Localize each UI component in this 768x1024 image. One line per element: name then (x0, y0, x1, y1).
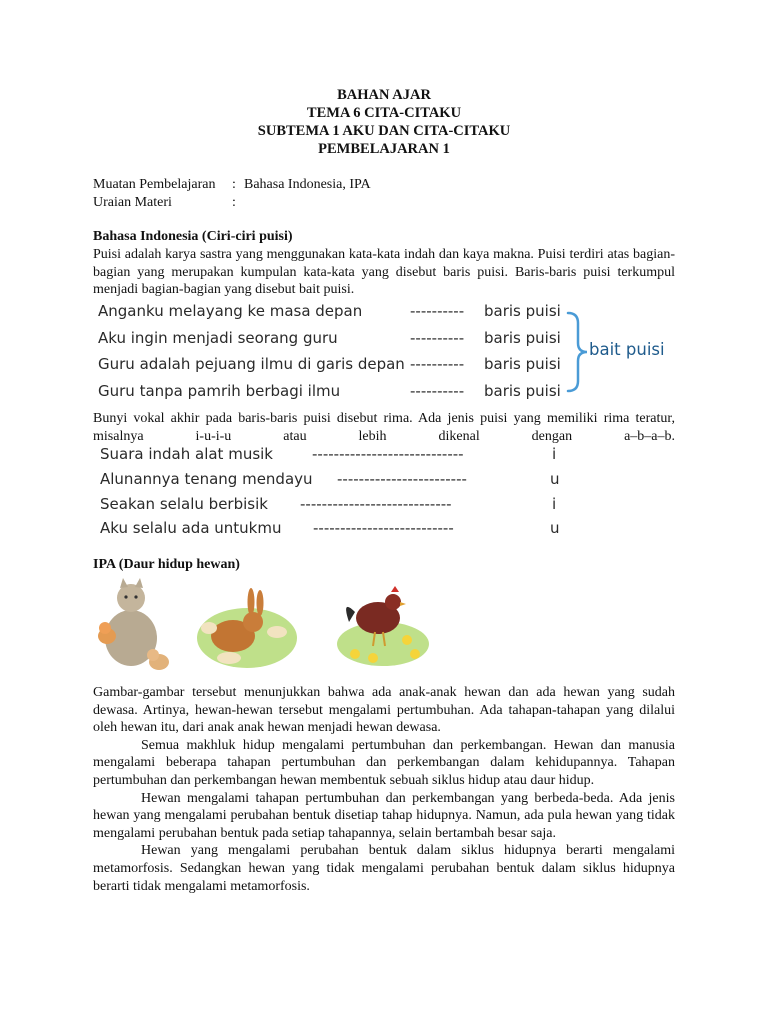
poem-tag: baris puisi (484, 355, 561, 373)
poem-dash: ---------------------------- (300, 495, 452, 513)
poem-line: Guru adalah pejuang ilmu di garis depan (98, 355, 405, 373)
poem-line: Aku selalu ada untukmu (100, 519, 282, 537)
poem-line: Alunannya tenang mendayu (100, 470, 313, 488)
title-tema: TEMA 6 CITA-CITAKU (306, 105, 462, 121)
poem-line: Anganku melayang ke masa depan (98, 302, 363, 320)
ipa-body (93, 684, 675, 895)
bahasa-paragraph-1: Puisi adalah karya sastra yang menggunakan kata-kata indah dan kaya makna. Puisi terdiri atas bagian-bagian yang merupakan kumpulan kata-kata yang disebut baris puisi. Baris-baris puisi terkumpul menjadi bagian-bagian yang disebut bait puisi. (93, 247, 675, 298)
meta-block (93, 176, 675, 212)
animal-illustrations (93, 578, 433, 674)
bait-puisi-label: bait puisi (589, 340, 665, 359)
meta-muatan-value: Bahasa Indonesia, IPA (244, 177, 371, 192)
poem-dash: ---------------------------- (312, 445, 464, 463)
poem-dash: ---------- (410, 355, 465, 373)
meta-uraian-label: Uraian Materi (93, 195, 172, 210)
bahasa-heading: Bahasa Indonesia (Ciri-ciri puisi) (93, 229, 293, 244)
poem-tag: baris puisi (484, 329, 561, 347)
poem-rima-tag: u (550, 470, 560, 488)
ipa-paragraph-1: Gambar-gambar tersebut menunjukkan bahwa ada anak-anak hewan dan ada hewan yang sudah dewasa. Artinya, hewan-hewan tersebut mengalami pertumbuhan. Ada tahapan-tahapan yang dilalui oleh hewan itu, dari anak anak hewan menjadi hewan dewasa. (93, 685, 675, 736)
ipa-heading-wrap (93, 556, 675, 574)
ipa-paragraph-4: Hewan yang mengalami perubahan bentuk dalam siklus hidupnya berarti mengalami metamorfosis. Sedangkan hewan yang tidak mengalami perubahan bentuk dalam siklus hidupnya berarti tidak mengalami metamorfosis. (93, 843, 675, 894)
meta-uraian-row (93, 194, 675, 212)
poem-line: Seakan selalu berbisik (100, 495, 268, 513)
title-subtema: SUBTEMA 1 AKU DAN CITA-CITAKU (257, 123, 511, 139)
poem-dash: ------------------------ (337, 470, 467, 488)
poem-line: Aku ingin menjadi seorang guru (98, 329, 338, 347)
poem-dash: ---------- (410, 302, 465, 320)
poem-line: Suara indah alat musik (100, 445, 273, 463)
ipa-paragraph-2: Semua makhluk hidup mengalami pertumbuhan dan perkembangan. Hewan dan manusia mengalami beberapa tahapan pertumbuhan dan perkembangan dalam kehidupannya. Tahapan pertumbuhan dan perkembangan hewan membentuk sebuah siklus hidup atau daur hidup. (93, 737, 675, 788)
poem-rima-tag: u (550, 519, 560, 537)
poem-rima-tag: i (552, 495, 557, 513)
meta-muatan-label: Muatan Pembelajaran (93, 177, 216, 192)
meta-colon: : (232, 177, 236, 192)
title-pembelajaran: PEMBELAJARAN 1 (318, 141, 450, 157)
poem-rima-tag: i (552, 445, 557, 463)
poem-dash: ---------- (410, 329, 465, 347)
rabbit-family-image (197, 588, 297, 668)
hen-family-image (337, 586, 429, 666)
ipa-heading: IPA (Daur hidup hewan) (93, 557, 240, 572)
poem-tag: baris puisi (484, 302, 561, 320)
document-body (93, 86, 675, 299)
meta-muatan-row (93, 176, 675, 194)
poem-dash: ---------- (410, 382, 465, 400)
meta-colon: : (232, 195, 236, 210)
ipa-paragraph-3: Hewan mengalami tahapan pertumbuhan dan perkembangan yang berbeda-beda. Ada jenis hewan yang mengalami perubahan bentuk disetiap tahap hidupnya. Namun, ada pula hewan yang tidak mengalami perubahan bentuk pada setiap tahapannya, selain bertambah besar saja. (93, 790, 675, 841)
poem-tag: baris puisi (484, 382, 561, 400)
bahasa-paragraph-2: Bunyi vokal akhir pada baris-baris puisi disebut rima. Ada jenis puisi yang memiliki rima teratur, misalnya i-u-i-u atau lebih dikenal dengan a–b–a–b. (93, 411, 675, 444)
poem-line: Guru tanpa pamrih berbagi ilmu (98, 382, 341, 400)
title-bahan-ajar: BAHAN AJAR (337, 87, 431, 103)
poem-dash: -------------------------- (313, 519, 454, 537)
curly-brace-icon (566, 311, 588, 393)
cat-family-image (98, 578, 169, 670)
bahasa-paragraph-2-wrap (93, 410, 675, 445)
